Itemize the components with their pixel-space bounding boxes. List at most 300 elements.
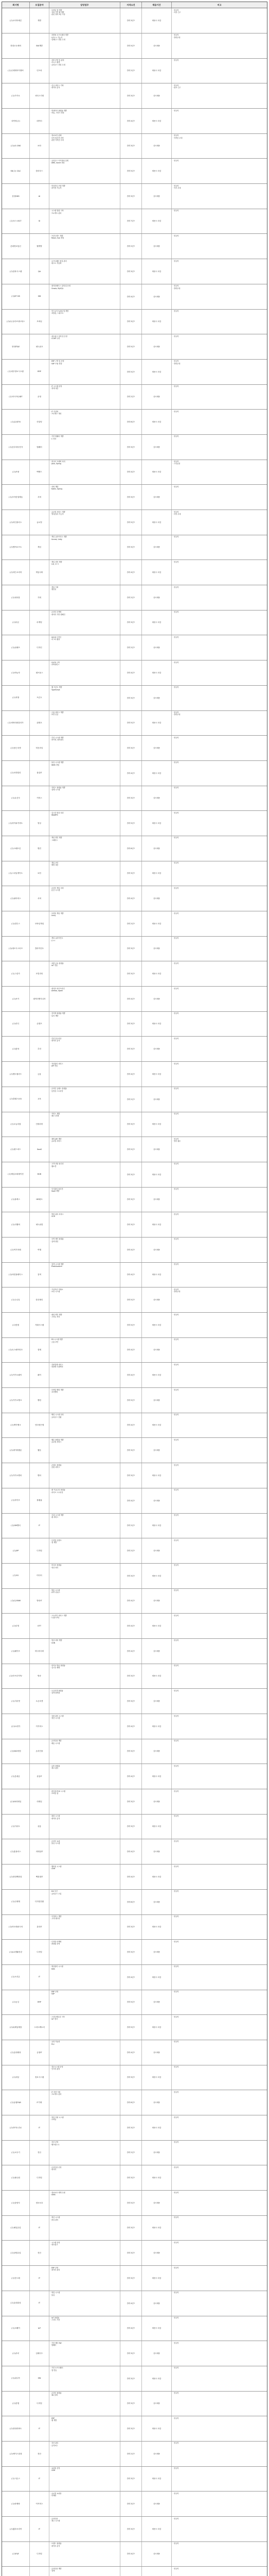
note-cell <box>172 611 267 635</box>
company-cell: (주)빗썸 <box>2 1313 30 1337</box>
note-cell <box>172 1287 267 1312</box>
experience-cell: 경력 7년↑ <box>120 209 142 234</box>
task-cell <box>49 2090 120 2115</box>
company-cell: (주)케이뱅크 <box>2 1413 30 1438</box>
period-cell: 채용시 마감 <box>142 1764 172 1789</box>
note-cell <box>172 2141 267 2165</box>
field-cell: 유통 <box>30 1815 49 1839</box>
task-line: · React, Vue 경험 <box>50 237 64 240</box>
note-line: · 정규직 <box>173 2241 179 2244</box>
task-cell <box>49 2266 120 2291</box>
field-cell: IT <box>30 2266 49 2291</box>
field-cell: 디자인 <box>30 635 49 660</box>
field-cell: SW개발 <box>30 33 49 58</box>
table-row <box>2 1689 267 1714</box>
period-cell: 채용시 마감 <box>142 310 172 334</box>
note-cell <box>172 2040 267 2065</box>
experience-cell: 경력 2년↑ <box>120 2442 142 2466</box>
experience-cell: 경력 3년↑ <box>120 1438 142 1463</box>
table-row <box>2 184 267 209</box>
note-cell <box>172 1940 267 1964</box>
task-line: · 온라인 게임 서버 <box>50 887 64 889</box>
note-line: · 정규직 <box>173 1815 179 1818</box>
note-cell <box>172 711 267 736</box>
company-cell: (주)이마트 <box>2 1815 30 1839</box>
note-cell <box>172 1839 267 1864</box>
note-line: · 정규직 <box>173 561 179 563</box>
note-line: · 정규직 <box>173 159 179 162</box>
table-row <box>2 2216 267 2241</box>
table-row <box>2 1890 267 1915</box>
company-cell: (주)버킷플레이스 <box>2 1263 30 1287</box>
task-cell <box>49 1212 120 1237</box>
task-cell <box>49 1739 120 1764</box>
field-cell: AI <box>30 184 49 209</box>
field-cell: 이커머스 <box>30 1714 49 1739</box>
experience-cell: 경력 3년↑ <box>120 1689 142 1714</box>
note-line: · 정규직 <box>173 184 179 187</box>
table-row <box>2 1664 267 1689</box>
task-line: · 디지털 마케팅 <box>50 1940 62 1943</box>
table-row <box>2 535 267 561</box>
field-cell: 디지털 <box>30 1538 49 1563</box>
note-line: · 정규직 <box>173 962 179 964</box>
table-row <box>2 485 267 510</box>
experience-cell: 경력 3년↑ <box>120 1564 142 1588</box>
period-cell: 채용시 마감 <box>142 259 172 284</box>
experience-cell: 경력 4년↑ <box>120 1263 142 1287</box>
task-cell <box>49 1589 120 1614</box>
note-line: · 정규직 <box>173 887 179 889</box>
task-cell <box>49 736 120 760</box>
period-cell: 상시채용 <box>142 284 172 309</box>
task-line: · 편의점 POS 시스템 <box>50 1790 65 1792</box>
task-line: · 앱 개발 <box>50 1541 57 1544</box>
period-cell: 상시채용 <box>142 886 172 911</box>
task-cell <box>49 560 120 585</box>
note-line: · 정규직 <box>173 1363 179 1366</box>
company-cell: (주)LG CNS <box>2 134 30 159</box>
task-line: · 데이터 분석 <box>50 2545 60 2547</box>
table-row <box>2 134 267 159</box>
note-cell <box>172 109 267 133</box>
note-cell <box>172 786 267 811</box>
company-cell: (주)두나무 <box>2 1287 30 1312</box>
task-line: · 실시간 채팅 <box>50 1667 60 1669</box>
company-cell: (주)카카오 <box>2 83 30 108</box>
task-line: · 마케팅 <box>50 2495 57 2497</box>
task-cell <box>49 1363 120 1387</box>
company-cell: 네이버(주) <box>2 109 30 133</box>
task-line: · 안드로이드/iOS 앱 개발 <box>50 310 69 312</box>
task-line: · 명함 관리 서비스 <box>50 1213 64 1215</box>
table-row <box>2 1438 267 1463</box>
note-line: · 정규직 <box>173 1765 179 1767</box>
company-cell: (주)하이퍼커넥트 <box>2 811 30 836</box>
period-cell: 상시채용 <box>142 1639 172 1664</box>
note-line: · 정규직 <box>173 761 179 764</box>
field-cell: 결제 <box>30 1338 49 1363</box>
header-company: 회사명 <box>2 2 30 8</box>
task-cell <box>49 510 120 535</box>
task-line: · 검색 엔진 <box>50 1240 59 1243</box>
field-cell: 커머스 <box>30 786 49 811</box>
note-cell <box>172 1890 267 1914</box>
note-cell <box>172 1789 267 1814</box>
note-line: · 정규직 <box>173 2116 179 2119</box>
task-cell <box>49 2040 120 2065</box>
note-line: · 정규직 <box>173 260 179 262</box>
table-row <box>2 686 267 711</box>
task-line: · 시스템 통합 구축 <box>50 210 64 212</box>
note-line: · 정규직 <box>173 109 179 112</box>
period-cell: 채용시 마감 <box>142 2416 172 2441</box>
table-row <box>2 961 267 987</box>
experience-cell: 경력 4년↑ <box>120 1839 142 1864</box>
period-cell: 채용시 마감 <box>142 761 172 786</box>
company-cell: (주)티빙 <box>2 1614 30 1638</box>
task-line: · 온라인 클래스 플랫폼 <box>50 1088 67 1090</box>
experience-cell: 경력 3년↑ <box>120 611 142 635</box>
task-line: · 상품 관리 시스템 <box>50 1715 64 1717</box>
task-line: · 코틀린, 스위프트 <box>50 312 64 315</box>
experience-cell: 경력 4년↑ <box>120 660 142 685</box>
company-cell: (주)SM엔터 <box>2 1514 30 1538</box>
table-row <box>2 2266 267 2291</box>
company-cell: (주)휠라코리아 <box>2 2517 30 2541</box>
period-cell: 채용시 마감 <box>142 2517 172 2541</box>
task-cell <box>49 1815 120 1839</box>
experience-cell: 경력 4년↑ <box>120 1865 142 1889</box>
note-line: · 정규직 <box>173 686 179 689</box>
task-line: · PG 시스템 개발 <box>50 1338 63 1341</box>
experience-cell: 경력 4년↑ <box>120 1965 142 1990</box>
company-cell: (주)채널코퍼레이션 <box>2 1162 30 1187</box>
period-cell: 채용시 마감 <box>142 1514 172 1538</box>
experience-cell: 경력 3년↑ <box>120 2115 142 2140</box>
task-line: · IT 시스템 운영 <box>50 385 62 388</box>
task-line: · 영상 처리 <box>50 1566 59 1569</box>
note-line: · 정규직 <box>173 2091 179 2093</box>
task-line: · 데이터 <box>50 2168 57 2171</box>
note-line: · 정규직 <box>173 1012 179 1015</box>
task-line: · 게임 클라이언트 개발 <box>50 536 67 538</box>
period-cell: 상시채용 <box>142 736 172 760</box>
experience-cell: 경력 3년↑ <box>120 786 142 811</box>
task-line: · IoT 연동 <box>50 964 58 967</box>
experience-cell: 경력 4년↑ <box>120 1238 142 1262</box>
note-line: · 정규직 <box>173 2517 179 2520</box>
task-line: · 신규 서비스 기획 <box>50 84 64 87</box>
task-line: · WebRTC <box>50 814 58 817</box>
note-line: · 정규직 <box>173 435 179 438</box>
task-line: · 멤버십 시스템 <box>50 1865 62 1868</box>
task-cell <box>49 1037 120 1061</box>
field-cell: 개발 <box>30 8 49 33</box>
task-cell <box>49 2165 120 2190</box>
task-line: · 스마트팩토리 구축 <box>50 2015 65 2018</box>
field-cell: 오픈마켓 <box>30 1689 49 1714</box>
experience-cell: 경력 2년↑ <box>120 1538 142 1563</box>
table-row <box>2 259 267 284</box>
task-cell <box>49 2416 120 2441</box>
field-cell: 보안 <box>30 861 49 886</box>
experience-cell: 경력 5년↑ <box>120 159 142 183</box>
experience-cell: 경력 4년↑ <box>120 2040 142 2065</box>
task-line: · 커머스 플랫폼 개발 <box>50 787 65 789</box>
task-line: · 보안 시스템 <box>50 1291 60 1293</box>
period-cell: 상시채용 <box>142 485 172 510</box>
task-cell <box>49 159 120 183</box>
experience-cell: 경력 3년↑ <box>120 535 142 560</box>
table-row <box>2 2165 267 2191</box>
task-cell <box>49 686 120 710</box>
field-cell: 엔터 <box>30 1463 49 1488</box>
field-cell: 공장IT <box>30 2040 49 2065</box>
period-cell: 상시채용 <box>142 1388 172 1413</box>
table-row <box>2 1940 267 1965</box>
field-cell: 교육 <box>30 1087 49 1112</box>
task-line: · IoT 센서 <box>50 2018 58 2021</box>
field-cell: DB <box>30 284 49 309</box>
field-cell: 금융 <box>30 1062 49 1087</box>
task-line: · 음원 서비스 <box>50 1466 60 1468</box>
note-cell <box>172 1990 267 2015</box>
task-line: · 장애 대응 <box>50 387 59 390</box>
note-cell <box>172 1212 267 1237</box>
note-line: · 정규직 <box>173 210 179 212</box>
task-line: · OCR <box>50 1215 55 1218</box>
task-cell <box>49 611 120 635</box>
task-cell <box>49 1990 120 2015</box>
company-cell: (주)그린카 <box>2 961 30 986</box>
task-line: · 데이터 분석 <box>50 87 60 89</box>
task-cell <box>49 234 120 259</box>
company-cell: (주)펄어비스 <box>2 886 30 911</box>
task-line: · ERP <box>50 2417 55 2419</box>
note-line: · 정규직 <box>173 2543 179 2545</box>
table-row <box>2 736 267 761</box>
experience-cell: 경력 3년↑ <box>120 861 142 886</box>
experience-cell: 경력 5년↑ <box>120 360 142 384</box>
note-line: · 정규직 <box>173 811 179 814</box>
experience-cell: 경력 4년↑ <box>120 2316 142 2341</box>
task-line: · 관련 자격증 우대 <box>50 139 64 141</box>
note-cell <box>172 761 267 786</box>
period-cell: 상시채용 <box>142 2291 172 2316</box>
note-line: · 경력우대 <box>173 36 181 39</box>
experience-cell: 경력 3년↑ <box>120 1188 142 1212</box>
task-cell <box>49 861 120 886</box>
table-row <box>2 1714 267 1739</box>
company-cell: (주)롯데칠성 <box>2 2291 30 2316</box>
field-cell: 스마트팩토리 <box>30 2015 49 2040</box>
experience-cell: 경력 4년↑ <box>120 1589 142 1614</box>
task-cell <box>49 836 120 861</box>
note-line: · 정규직 <box>173 1940 179 1943</box>
field-cell: 서비스기획 <box>30 83 49 108</box>
note-line: · 정규직 <box>173 285 179 287</box>
note-cell <box>172 1589 267 1614</box>
task-line: · 플랫폼 운영 <box>50 1943 60 1945</box>
field-cell: 웹개발 <box>30 234 49 259</box>
task-line: · Elasticsearch <box>50 1265 63 1268</box>
note-cell <box>172 2090 267 2115</box>
task-line: · 글로벌 서비스 개발 <box>50 511 65 513</box>
field-cell: SW <box>30 2366 49 2391</box>
note-line: · 정규직 <box>173 1414 179 1416</box>
task-cell <box>49 284 120 309</box>
task-cell <box>49 1188 120 1212</box>
task-line: · 쿠버네티스 <box>50 663 60 666</box>
period-cell: 채용시 마감 <box>142 1614 172 1638</box>
company-cell: (주)넷마블 <box>2 585 30 610</box>
field-cell: IT기획 <box>30 2090 49 2115</box>
period-cell: 상시채용 <box>142 1238 172 1262</box>
task-cell <box>49 1839 120 1864</box>
note-line: · 어학 우대 <box>173 513 181 515</box>
field-cell: 임베디드 <box>30 2341 49 2366</box>
task-line: · C++ <box>50 939 56 942</box>
period-cell: 상시채용 <box>142 2442 172 2466</box>
table-row <box>2 761 267 786</box>
field-cell: 디지털 <box>30 2165 49 2190</box>
note-line: · 정규직 <box>173 360 179 363</box>
company-cell: (주)한화시스템 <box>2 259 30 284</box>
field-cell: 추천 <box>30 1037 49 1061</box>
company-cell: (주)신세계 <box>2 1890 30 1914</box>
company-cell: (주)컴투스 <box>2 911 30 936</box>
task-cell <box>49 961 120 986</box>
task-line: · 매칭 엔진 개발 <box>50 1313 62 1316</box>
task-line: · 게임 엔진 개발 <box>50 837 62 839</box>
task-cell <box>49 8 120 33</box>
period-cell: 상시채용 <box>142 1338 172 1363</box>
experience-cell: 경력 3년↑ <box>120 259 142 284</box>
experience-cell: 경력 3년↑ <box>120 2366 142 2391</box>
task-line: · 영상 서버 개발 <box>50 1639 62 1642</box>
note-line: · 정규직 <box>173 1464 179 1466</box>
task-line: · UI/UX 디자인 <box>50 636 62 638</box>
task-line: · Java, Spring <box>50 463 62 465</box>
task-line: · 유지보수 <box>50 2444 58 2447</box>
note-cell <box>172 360 267 384</box>
period-cell: 상시채용 <box>142 2090 172 2115</box>
period-cell: 상시채용 <box>142 1739 172 1764</box>
task-line: · 배송 시스템 <box>50 1742 60 1744</box>
task-cell <box>49 1463 120 1488</box>
company-cell: (주)현대백화점 <box>2 1865 30 1889</box>
task-cell <box>49 1388 120 1413</box>
task-line: · 웹 프론트 개발 <box>50 686 62 689</box>
period-cell: 채용시 마감 <box>142 2065 172 2090</box>
note-line: · 판교 근무 <box>173 87 181 89</box>
task-cell <box>49 1564 120 1588</box>
task-cell <box>49 360 120 384</box>
table-row <box>2 1012 267 1037</box>
table-row <box>2 59 267 84</box>
task-cell <box>49 1865 120 1889</box>
period-cell: 채용시 마감 <box>142 660 172 685</box>
task-line: · 쇼핑몰 운영 <box>50 2467 60 2470</box>
note-line: · 정규직 <box>173 1238 179 1241</box>
task-line: · 물류 시스템 <box>50 1842 60 1845</box>
field-cell: 보안 <box>30 134 49 159</box>
task-line: · 온라인 플랫폼 <box>50 2392 62 2395</box>
experience-cell: 경력 4년↑ <box>120 1639 142 1664</box>
note-cell <box>172 535 267 560</box>
note-cell <box>172 2492 267 2516</box>
period-cell: 채용시 마감 <box>142 560 172 585</box>
task-line: · 소프트웨어 품질 관리 <box>50 260 67 262</box>
period-cell: 채용시 마감 <box>142 1012 172 1037</box>
task-line: · 가전 소프트웨어 <box>50 2367 63 2369</box>
task-cell <box>49 1915 120 1940</box>
task-line: · 검색 시스템 개발 <box>50 1263 64 1266</box>
experience-cell: 경력 3년↑ <box>120 686 142 710</box>
experience-cell: 경력 5년↑ <box>120 1287 142 1312</box>
period-cell: 상시채용 <box>142 234 172 259</box>
field-cell: 방송 <box>30 1664 49 1689</box>
task-cell <box>49 184 120 209</box>
task-line: · 스마트 가전 <box>50 2319 60 2321</box>
table-row <box>2 2040 267 2065</box>
task-line: · 차량용 소프트웨어 개발 <box>50 34 68 37</box>
task-line: · CRM <box>50 2469 56 2472</box>
experience-cell: 경력 2년↑ <box>120 385 142 410</box>
task-line: · 클라우드 도입 <box>50 1892 62 1895</box>
note-line: · 석사 우대 <box>173 187 181 189</box>
period-cell: 채용시 마감 <box>142 1965 172 1990</box>
task-line: · 글로벌 서비스 <box>50 1441 62 1444</box>
task-line: · Unity <box>50 914 56 917</box>
task-cell <box>49 2392 120 2416</box>
field-cell: 엔진 <box>30 836 49 861</box>
task-line: · 분산 시스템 <box>50 889 60 892</box>
note-cell <box>172 2165 267 2190</box>
company-cell: (주)코리아세븐 <box>2 8 30 33</box>
task-cell <box>49 1263 120 1287</box>
period-cell: 상시채용 <box>142 1037 172 1061</box>
table-row <box>2 1188 267 1213</box>
note-line: · 정규직 <box>173 1113 179 1115</box>
period-cell: 채용시 마감 <box>142 2266 172 2291</box>
task-cell <box>49 886 120 911</box>
note-line: · 정규직 <box>173 511 179 513</box>
task-line: · 금융 서비스 개발 <box>50 711 64 714</box>
task-line: · 프로젝트 관리 <box>50 2093 62 2096</box>
note-line: · 정규직 <box>173 2041 179 2043</box>
company-cell: (주)F&F <box>2 2542 30 2567</box>
period-cell: 상시채용 <box>142 1589 172 1614</box>
task-line: · 펌웨어 <box>50 2344 57 2346</box>
experience-cell: 경력 3년↑ <box>120 1012 142 1037</box>
note-cell <box>172 2366 267 2391</box>
experience-cell: 경력 4년↑ <box>120 761 142 786</box>
task-cell <box>49 1137 120 1162</box>
field-cell: IT <box>30 1514 49 1538</box>
note-line: · 경력우대 <box>173 287 181 290</box>
field-cell: 데브옵스 <box>30 660 49 685</box>
note-cell <box>172 1614 267 1638</box>
note-line: · 정규직 <box>173 1438 179 1441</box>
period-cell: 채용시 마감 <box>142 1714 172 1739</box>
note-cell <box>172 1388 267 1413</box>
note-line: · 정규직 <box>173 1288 179 1291</box>
task-line: · 고객 데이터 <box>50 1918 60 1920</box>
experience-cell: 경력 3년↑ <box>120 2416 142 2441</box>
note-cell <box>172 736 267 760</box>
